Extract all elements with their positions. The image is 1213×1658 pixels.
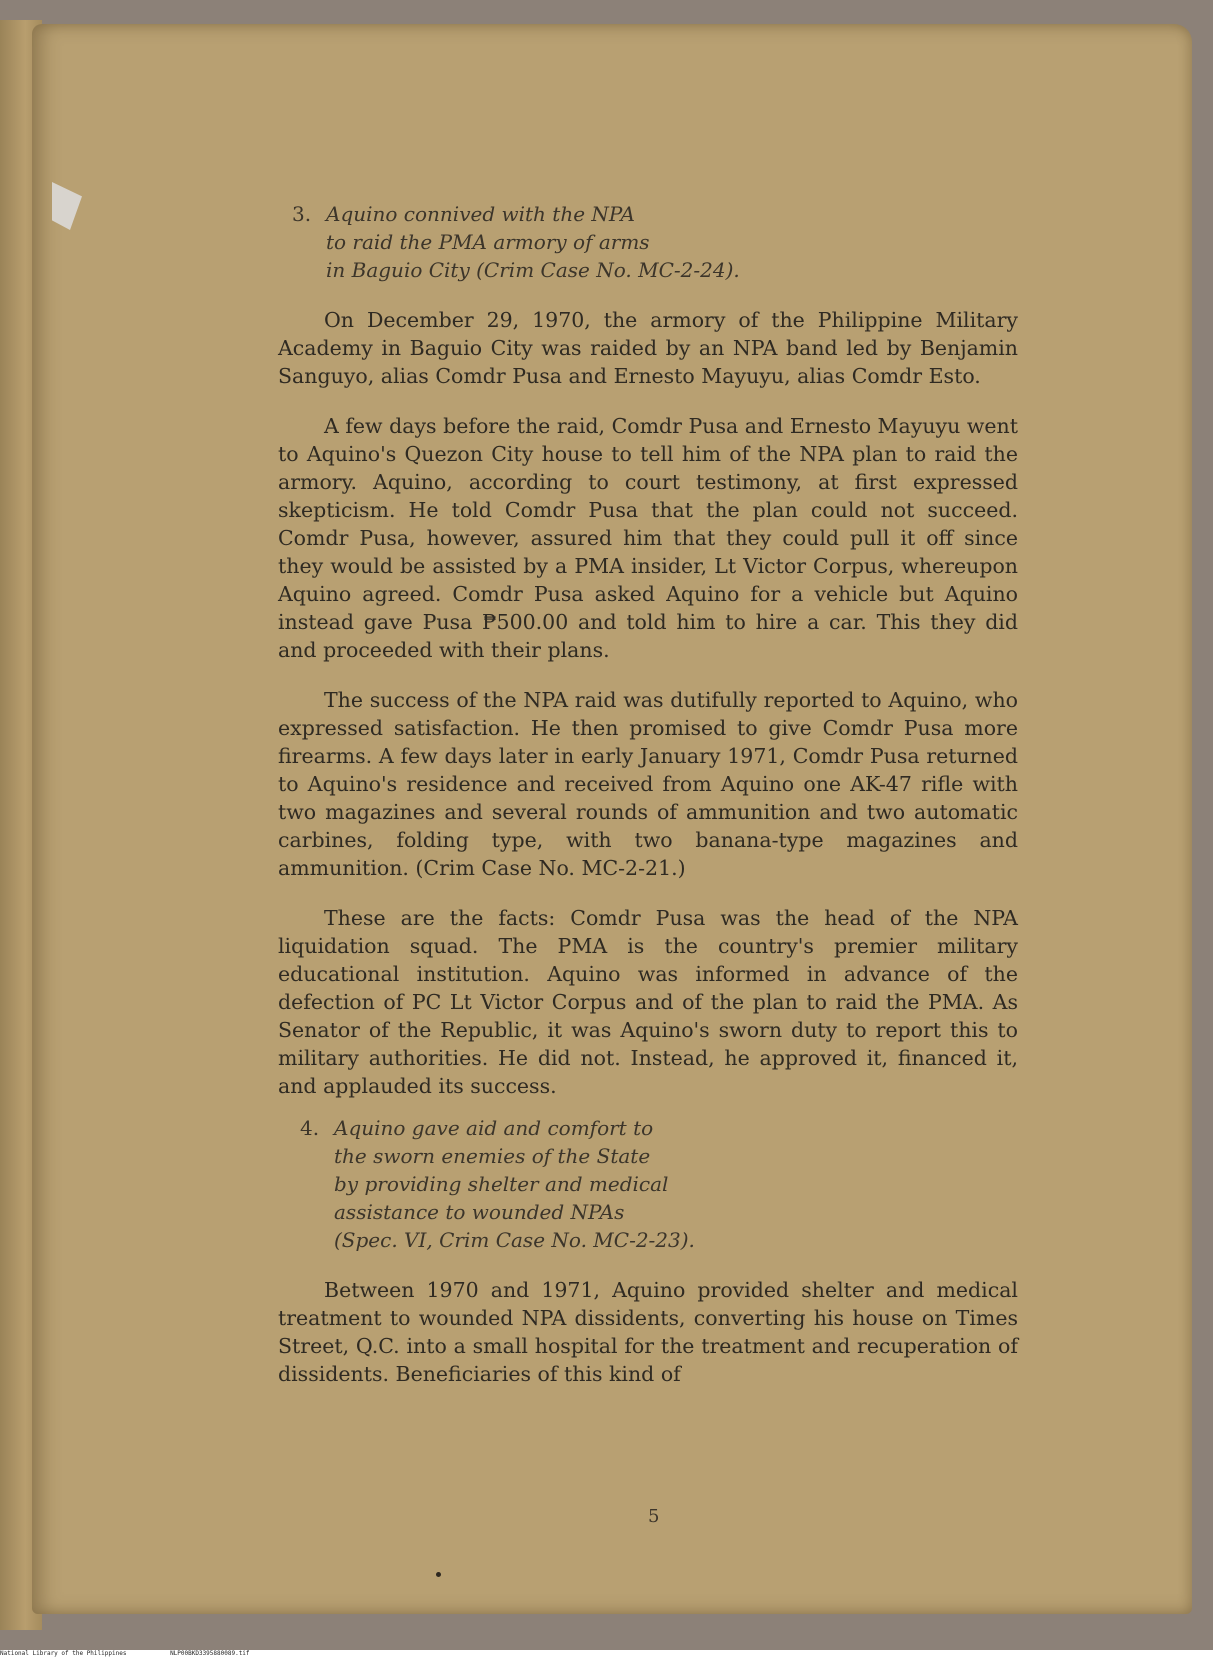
page-content (278, 200, 1018, 1388)
page-number: 5 (648, 1506, 660, 1527)
section-4-heading-line: 4. Aquino gave aid and comfort to (300, 1116, 654, 1140)
section-4-heading-line: assistance to wounded NPAs (334, 1200, 625, 1224)
paragraph: A few days before the raid, Comdr Pusa and Ernesto Mayuyu went to Aquino's Quezon City house to tell him of the NPA plan to raid the armory. Aquino, according to court testimony, at first expressed skepticism. He told Comdr Pusa that the plan could not succeed. Comdr Pusa, however, assured him that they could pull it off since they would be assisted by a PMA insider, Lt Victor Corpus, whereupon Aquino agreed. Comdr Pusa asked Aquino for a vehicle but Aquino instead gave Pusa ₱500.00 and told him to hire a car. This they did and proceeded with their plans. (278, 414, 1018, 662)
section-4-heading-line: the sworn enemies of the State (334, 1144, 651, 1168)
section-3-heading-line: 3. Aquino connived with the NPA (292, 202, 635, 226)
paragraph: Between 1970 and 1971, Aquino provided shelter and medical treatment to wounded NPA dissidents, converting his house on Times Street, Q.C. into a small hospital for the treatment and recuperation of dissidents. Beneficiaries of this kind of (278, 1278, 1018, 1386)
footer-file: NLP00BKD3395880089.tif (170, 1650, 250, 1657)
scan-footer (0, 1650, 1213, 1658)
section-4-heading-line: (Spec. VI, Crim Case No. MC-2-23). (334, 1228, 695, 1252)
section-4-heading (300, 1114, 1018, 1254)
section-3-number: 3. (292, 202, 312, 226)
paragraph: On December 29, 1970, the armory of the Philippine Military Academy in Baguio City was raided by an NPA band led by Benjamin Sanguyo, alias Comdr Pusa and Ernesto Mayuyu, alias Comdr Esto. (278, 308, 1018, 388)
footer-source: National Library of the Philippines (0, 1650, 127, 1657)
section-3-heading-line: to raid the PMA armory of arms (326, 230, 650, 254)
binding-hole (52, 182, 82, 230)
section-3-heading (292, 200, 1018, 284)
paragraph: The success of the NPA raid was dutifully reported to Aquino, who expressed satisfaction. He then promised to give Comdr Pusa more firearms. A few days later in early January 1971, Comdr Pusa returned to Aquino's residence and received from Aquino one AK-47 rifle with two magazines and several rounds of ammunition and two automatic carbines, folding type, with two banana-type magazines and ammunition. (Crim Case No. MC-2-21.) (278, 688, 1018, 880)
ink-dot (436, 1572, 441, 1577)
section-3-heading-line: in Baguio City (Crim Case No. MC-2-24). (326, 258, 740, 282)
section-4-number: 4. (300, 1116, 320, 1140)
section-4-heading-line: by providing shelter and medical (334, 1172, 669, 1196)
paragraph: These are the facts: Comdr Pusa was the head of the NPA liquidation squad. The PMA is the country's premier military educational institution. Aquino was informed in advance of the defection of PC Lt Victor Corpus and of the plan to raid the PMA. As Senator of the Republic, it was Aquino's sworn duty to report this to military authorities. He did not. Instead, he approved it, financed it, and applauded its success. (278, 906, 1018, 1098)
